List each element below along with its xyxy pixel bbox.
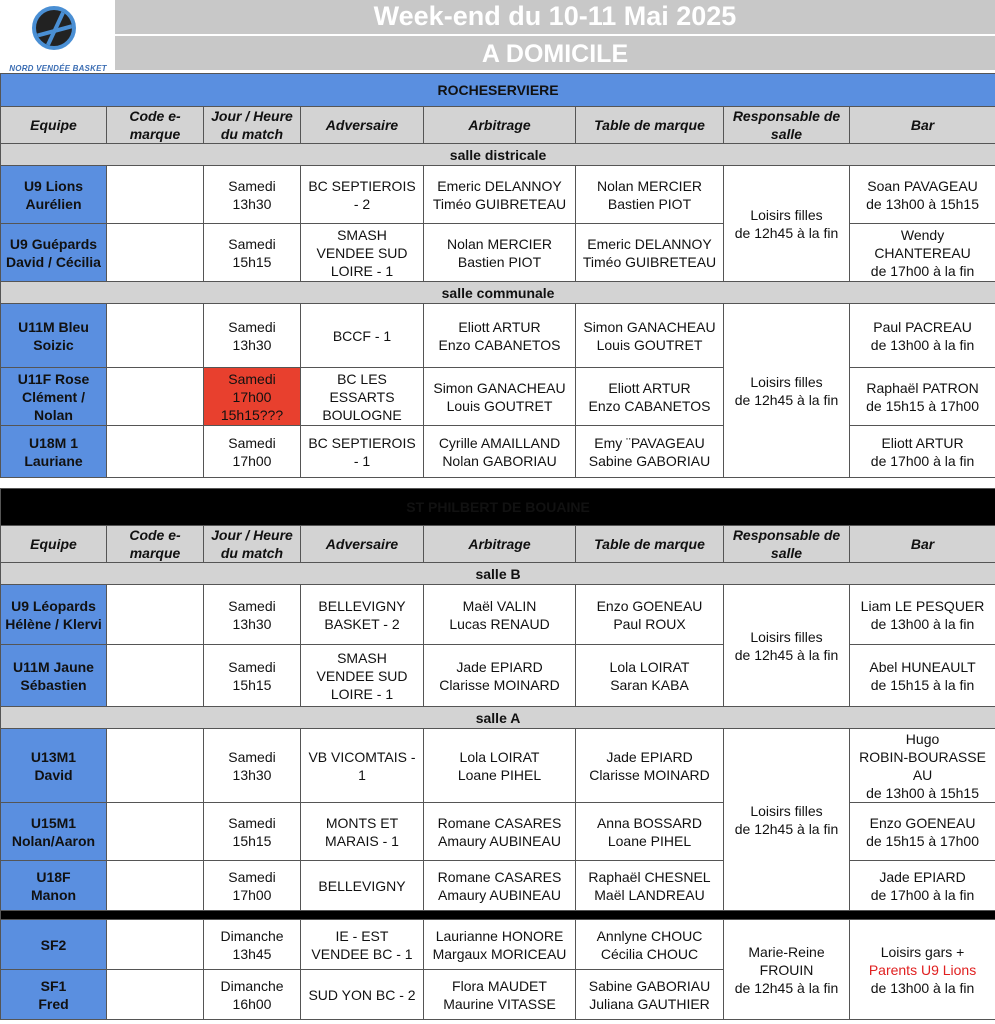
code-cell: [107, 861, 204, 911]
code-cell: [107, 426, 204, 478]
referee-cell: Romane CASARES Amaury AUBINEAU: [424, 803, 576, 861]
scorer-table-cell: Raphaël CHESNEL Maël LANDREAU: [576, 861, 724, 911]
scorer-table-cell: Jade EPIARD Clarisse MOINARD: [576, 729, 724, 803]
referee-cell: Simon GANACHEAU Louis GOUTRET: [424, 368, 576, 426]
time-cell: Dimanche 16h00: [204, 970, 301, 1020]
code-cell: [107, 224, 204, 282]
page-subtitle: A DOMICILE: [115, 36, 995, 70]
col-equipe: Equipe: [1, 107, 107, 144]
time-cell: Samedi 17h00: [204, 861, 301, 911]
opponent-cell: BC SEPTIEROIS - 1: [301, 426, 424, 478]
rocheserviere-table: [0, 73, 995, 478]
opponent-cell: VB VICOMTAIS - 1: [301, 729, 424, 803]
col-table-marque: Table de marque: [576, 107, 724, 144]
bar-cell: Abel HUNEAULT de 15h15 à la fin: [850, 645, 995, 707]
col-arbitrage: Arbitrage: [424, 526, 576, 563]
table-row: [1, 585, 995, 645]
scorer-table-cell: Emy ¨PAVAGEAU Sabine GABORIAU: [576, 426, 724, 478]
time-cell-highlighted: Samedi 17h00 15h15???: [204, 368, 301, 426]
bar-cell: Wendy CHANTEREAU de 17h00 à la fin: [850, 224, 995, 282]
salle-label: salle districale: [1, 144, 995, 166]
code-cell: [107, 803, 204, 861]
hall-manager-cell: Loisirs filles de 12h45 à la fin: [724, 585, 850, 707]
col-bar: Bar: [850, 107, 995, 144]
scorer-table-cell: Eliott ARTUR Enzo CABANETOS: [576, 368, 724, 426]
logo-text: NORD VENDÉE BASKET: [9, 64, 107, 73]
col-arbitrage: Arbitrage: [424, 107, 576, 144]
col-jour-heure: Jour / Heure du match: [204, 526, 301, 563]
col-responsable: Responsable de salle: [724, 526, 850, 563]
scorer-table-cell: Simon GANACHEAU Louis GOUTRET: [576, 304, 724, 368]
venue-title: ROCHESERVIERE: [1, 74, 995, 107]
code-cell: [107, 166, 204, 224]
hall-manager-cell: Loisirs filles de 12h45 à la fin: [724, 304, 850, 478]
team-cell: U13M1 David: [1, 729, 107, 803]
opponent-cell: BELLEVIGNY BASKET - 2: [301, 585, 424, 645]
salle-label: salle A: [1, 707, 995, 729]
col-bar: Bar: [850, 526, 995, 563]
opponent-cell: BC LES ESSARTS BOULOGNE: [301, 368, 424, 426]
code-cell: [107, 368, 204, 426]
st-philbert-table: [0, 488, 995, 1020]
code-cell: [107, 920, 204, 970]
time-cell: Samedi 17h00: [204, 426, 301, 478]
club-logo: [2, 0, 112, 84]
scorer-table-cell: Emeric DELANNOY Timéo GUIBRETEAU: [576, 224, 724, 282]
team-cell: U15M1 Nolan/Aaron: [1, 803, 107, 861]
col-table-marque: Table de marque: [576, 526, 724, 563]
venue-title: ST PHILBERT DE BOUAINE: [1, 489, 995, 526]
code-cell: [107, 645, 204, 707]
scorer-table-cell: Anna BOSSARD Loane PIHEL: [576, 803, 724, 861]
time-cell: Samedi 15h15: [204, 803, 301, 861]
scorer-table-cell: Enzo GOENEAU Paul ROUX: [576, 585, 724, 645]
referee-cell: Eliott ARTUR Enzo CABANETOS: [424, 304, 576, 368]
opponent-cell: BELLEVIGNY: [301, 861, 424, 911]
hall-manager-cell: Loisirs filles de 12h45 à la fin: [724, 166, 850, 282]
column-header-row: [1, 526, 995, 563]
time-cell: Samedi 13h30: [204, 729, 301, 803]
col-jour-heure: Jour / Heure du match: [204, 107, 301, 144]
team-cell: U18F Manon: [1, 861, 107, 911]
scorer-table-cell: Nolan MERCIER Bastien PIOT: [576, 166, 724, 224]
table-row: [1, 166, 995, 224]
referee-cell: Flora MAUDET Maurine VITASSE: [424, 970, 576, 1020]
col-adversaire: Adversaire: [301, 107, 424, 144]
opponent-cell: BCCF - 1: [301, 304, 424, 368]
col-code-emarque: Code e-marque: [107, 526, 204, 563]
opponent-cell: SMASH VENDEE SUD LOIRE - 1: [301, 224, 424, 282]
time-cell: Samedi 15h15: [204, 645, 301, 707]
bar-cell: Loisirs gars + Parents U9 Lions de 13h00 à la fin: [850, 920, 995, 1020]
time-cell: Samedi 13h30: [204, 166, 301, 224]
bar-cell: Eliott ARTUR de 17h00 à la fin: [850, 426, 995, 478]
bar-cell: Hugo ROBIN-BOURASSE AU de 13h00 à 15h15: [850, 729, 995, 803]
bar-cell: Jade EPIARD de 17h00 à la fin: [850, 861, 995, 911]
col-equipe: Equipe: [1, 526, 107, 563]
bar-cell: Paul PACREAU de 13h00 à la fin: [850, 304, 995, 368]
team-cell: U18M 1 Lauriane: [1, 426, 107, 478]
team-cell: U9 Lions Aurélien: [1, 166, 107, 224]
bar-cell: Raphaël PATRON de 15h15 à 17h00: [850, 368, 995, 426]
code-cell: [107, 304, 204, 368]
time-cell: Samedi 13h30: [204, 585, 301, 645]
header: [0, 0, 995, 84]
col-code-emarque: Code e-marque: [107, 107, 204, 144]
salle-label: salle communale: [1, 282, 995, 304]
team-cell: SF1 Fred: [1, 970, 107, 1020]
code-cell: [107, 729, 204, 803]
team-cell: U9 Guépards David / Cécilia: [1, 224, 107, 282]
referee-cell: Lola LOIRAT Loane PIHEL: [424, 729, 576, 803]
referee-cell: Cyrille AMAILLAND Nolan GABORIAU: [424, 426, 576, 478]
col-responsable: Responsable de salle: [724, 107, 850, 144]
opponent-cell: MONTS ET MARAIS - 1: [301, 803, 424, 861]
bar-cell: Liam LE PESQUER de 13h00 à la fin: [850, 585, 995, 645]
code-cell: [107, 970, 204, 1020]
hall-manager-cell: Marie-Reine FROUIN de 12h45 à la fin: [724, 920, 850, 1020]
hall-manager-cell: Loisirs filles de 12h45 à la fin: [724, 729, 850, 911]
time-cell: Samedi 15h15: [204, 224, 301, 282]
page-title: Week-end du 10-11 Mai 2025: [115, 0, 995, 34]
time-cell: Samedi 13h30: [204, 304, 301, 368]
opponent-cell: SUD YON BC - 2: [301, 970, 424, 1020]
time-cell: Dimanche 13h45: [204, 920, 301, 970]
referee-cell: Maël VALIN Lucas RENAUD: [424, 585, 576, 645]
team-cell: U9 Léopards Hélène / Klervi: [1, 585, 107, 645]
separator: [1, 911, 995, 920]
team-cell: U11M Jaune Sébastien: [1, 645, 107, 707]
scorer-table-cell: Lola LOIRAT Saran KABA: [576, 645, 724, 707]
opponent-cell: SMASH VENDEE SUD LOIRE - 1: [301, 645, 424, 707]
team-cell: U11F Rose Clément / Nolan: [1, 368, 107, 426]
team-cell: SF2: [1, 920, 107, 970]
scorer-table-cell: Sabine GABORIAU Juliana GAUTHIER: [576, 970, 724, 1020]
basketball-icon: [32, 6, 76, 50]
column-header-row: [1, 107, 995, 144]
referee-cell: Romane CASARES Amaury AUBINEAU: [424, 861, 576, 911]
referee-cell: Emeric DELANNOY Timéo GUIBRETEAU: [424, 166, 576, 224]
table-row: [1, 729, 995, 803]
team-cell: U11M Bleu Soizic: [1, 304, 107, 368]
opponent-cell: BC SEPTIEROIS - 2: [301, 166, 424, 224]
bar-cell: Soan PAVAGEAU de 13h00 à 15h15: [850, 166, 995, 224]
opponent-cell: IE - EST VENDEE BC - 1: [301, 920, 424, 970]
col-adversaire: Adversaire: [301, 526, 424, 563]
scorer-table-cell: Annlyne CHOUC Cécilia CHOUC: [576, 920, 724, 970]
table-row: [1, 920, 995, 970]
table-row: [1, 304, 995, 368]
referee-cell: Jade EPIARD Clarisse MOINARD: [424, 645, 576, 707]
salle-label: salle B: [1, 563, 995, 585]
bar-cell: Enzo GOENEAU de 15h15 à 17h00: [850, 803, 995, 861]
referee-cell: Nolan MERCIER Bastien PIOT: [424, 224, 576, 282]
code-cell: [107, 585, 204, 645]
referee-cell: Laurianne HONORE Margaux MORICEAU: [424, 920, 576, 970]
